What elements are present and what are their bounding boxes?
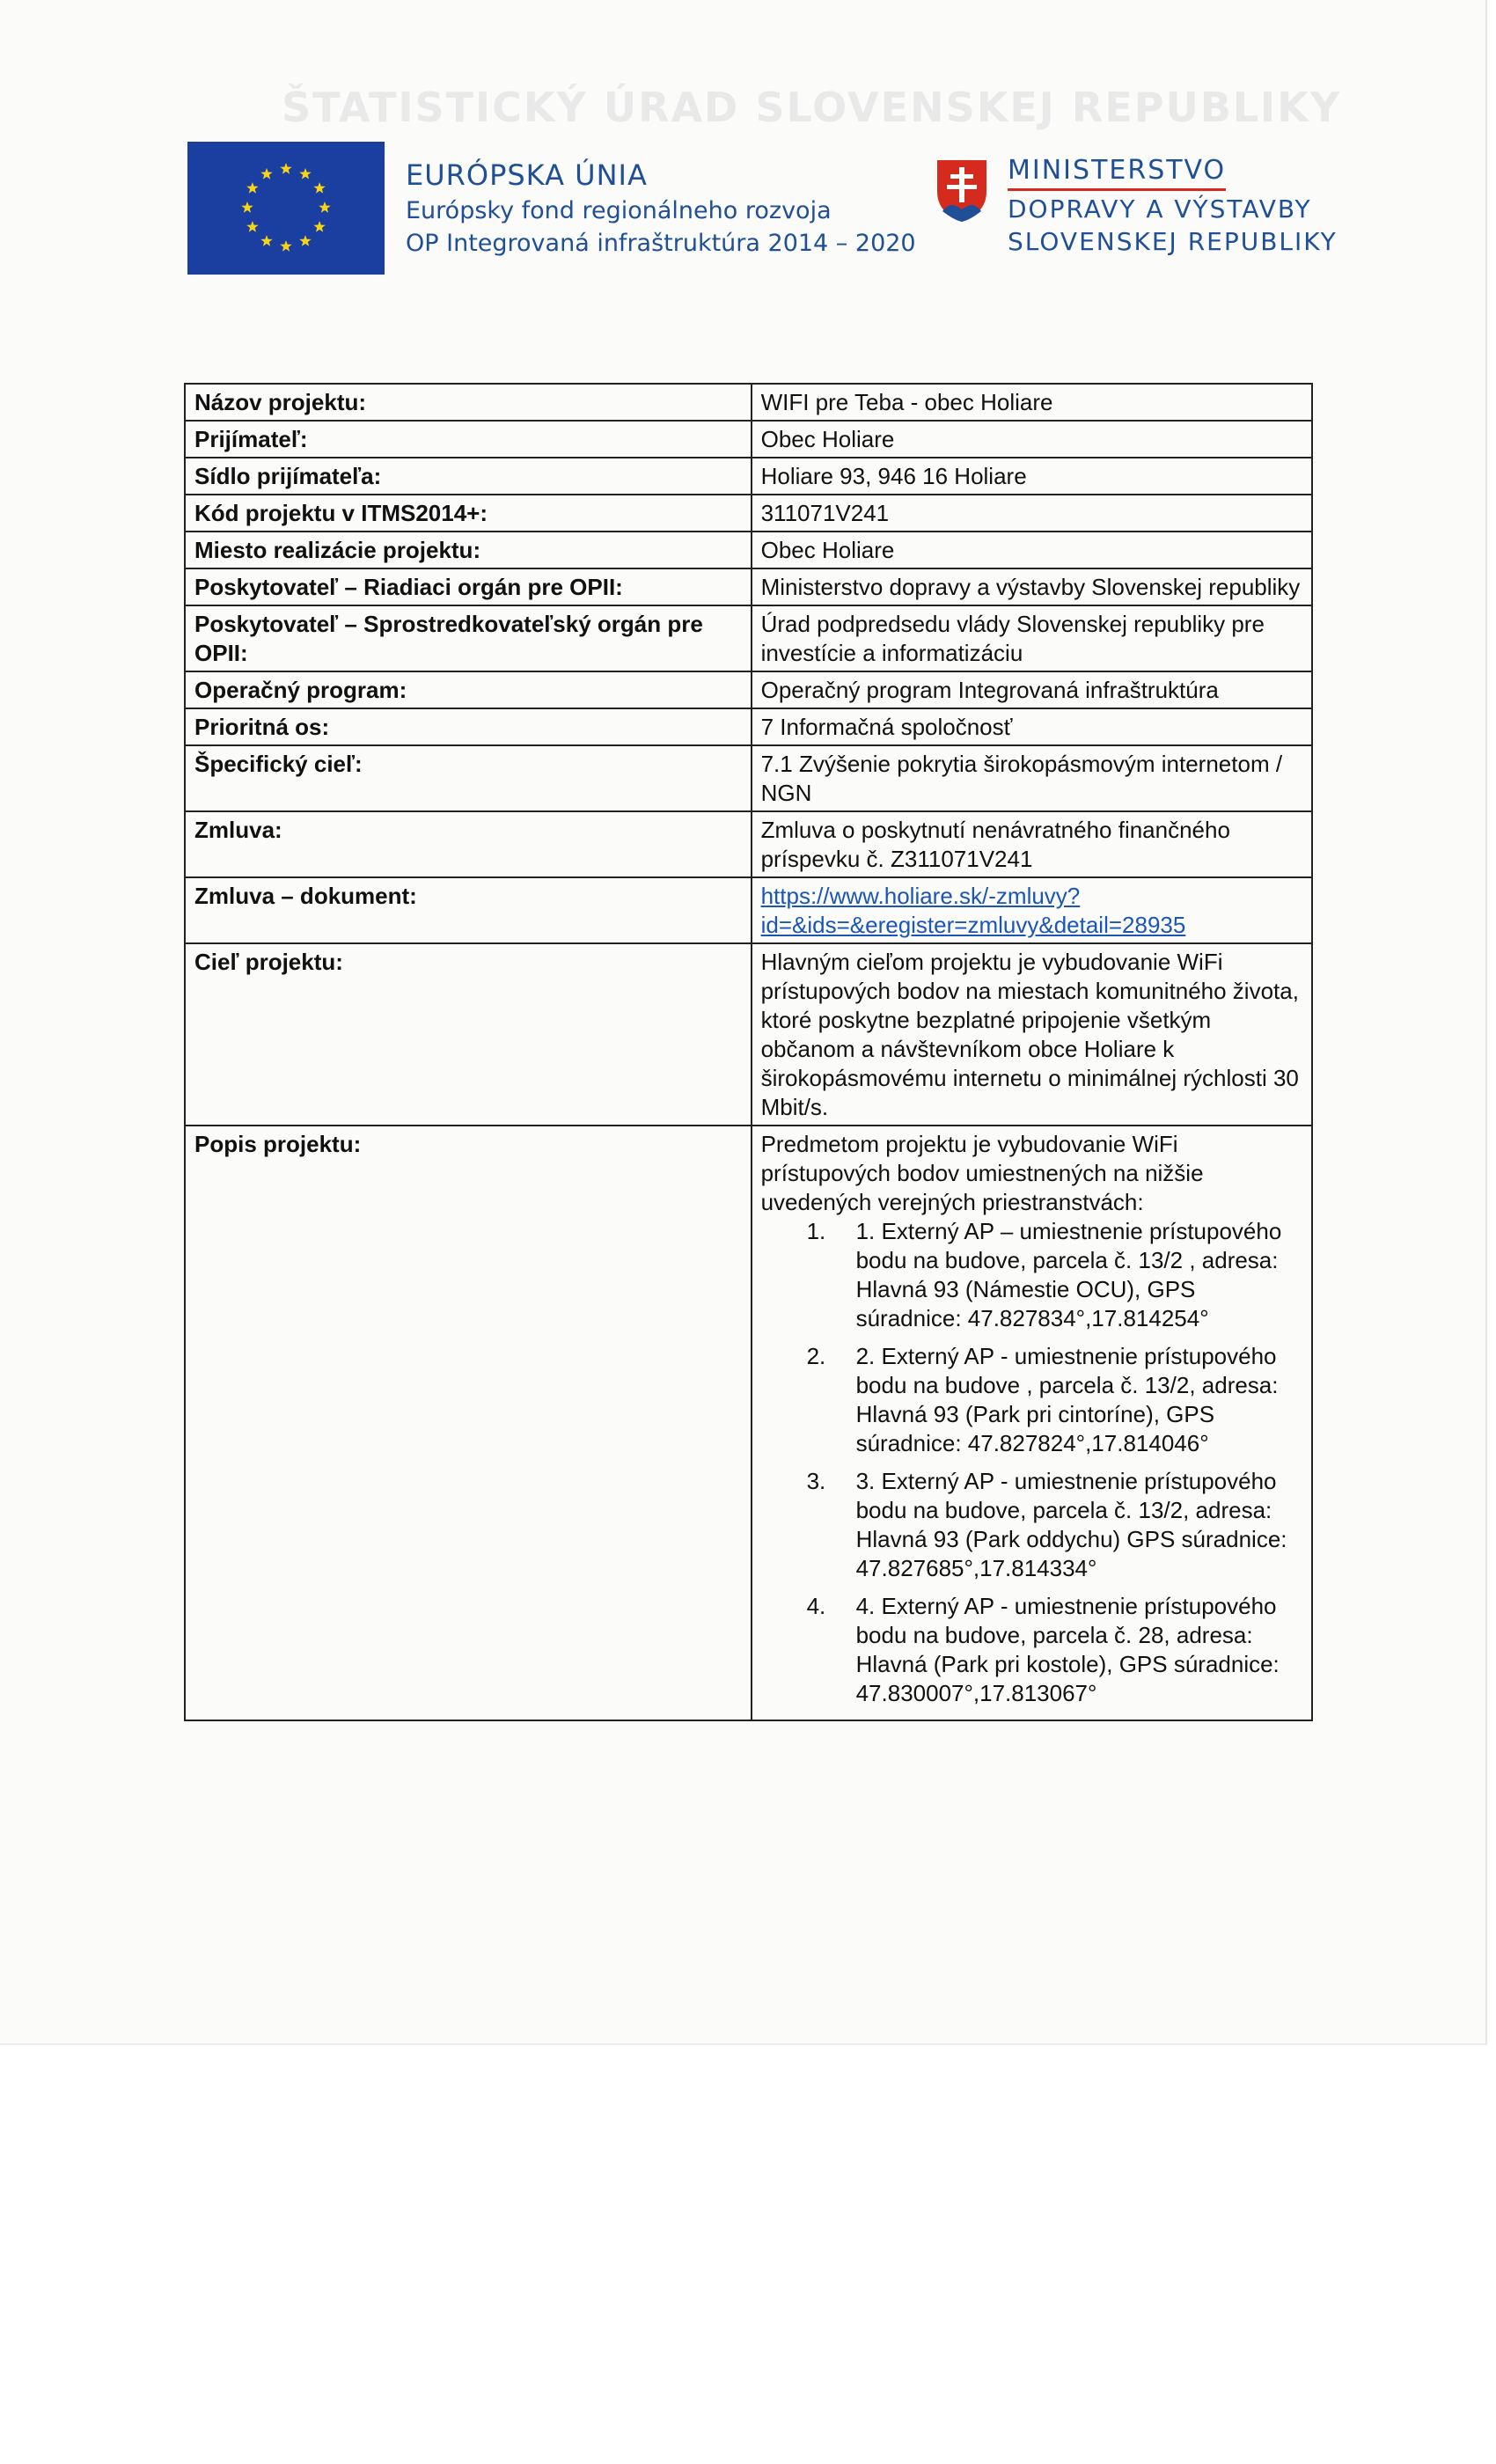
ministry-line-1: DOPRAVY A VÝSTAVBY (1008, 194, 1312, 224)
row-label: Sídlo prijímateľa: (185, 458, 752, 495)
row-value: 7.1 Zvýšenie pokrytia širokopásmovým internetom / NGN (752, 745, 1312, 811)
table-row (185, 671, 1312, 708)
table-row (185, 745, 1312, 811)
table-row (185, 384, 1312, 421)
row-label: Prioritná os: (185, 708, 752, 745)
row-value: Obec Holiare (752, 421, 1312, 458)
row-label: Zmluva: (185, 811, 752, 877)
eu-star-icon (299, 235, 311, 246)
row-value (752, 1126, 1312, 1720)
row-label: Kód projektu v ITMS2014+: (185, 495, 752, 532)
row-value: Holiare 93, 946 16 Holiare (752, 458, 1312, 495)
eu-programme-name: OP Integrovaná infraštruktúra 2014 – 2020 (406, 230, 916, 257)
ministry-emblem-icon (935, 158, 988, 224)
row-value: Úrad podpredsedu vlády Slovenskej republiky pre investície a informatizáciu (752, 605, 1312, 671)
list-item-number: 3. (806, 1468, 826, 1494)
table-row (185, 568, 1312, 605)
row-label: Cieľ projektu: (185, 943, 752, 1126)
row-value: Hlavným cieľom projektu je vybudovanie WiFi prístupových bodov na miestach komunitného života, ktoré poskytne bezplatné pripojenie všetkým občanom a návštevníkom obce Holiare k širokopásmovému internetu o minimálnej rýchlosti 30 Mbit/s. (752, 943, 1312, 1126)
contract-document-link[interactable]: https://www.holiare.sk/-zmluvy?id=&ids=&eregister=zmluvy&detail=28935 (760, 883, 1186, 938)
table-row (185, 605, 1312, 671)
table-row (185, 1126, 1312, 1720)
eu-title: EURÓPSKA ÚNIA (406, 158, 648, 192)
list-item-number: 2. (806, 1343, 826, 1369)
list-item (761, 1217, 1302, 1333)
eu-star-icon (280, 163, 291, 174)
row-value: 7 Informačná spoločnosť (752, 708, 1312, 745)
ministry-title: MINISTERSTVO (1008, 155, 1226, 191)
row-label: Zmluva – dokument: (185, 877, 752, 943)
row-label: Miesto realizácie projektu: (185, 532, 752, 568)
row-value: Ministerstvo dopravy a výstavby Slovenskej republiky (752, 568, 1312, 605)
row-label: Poskytovateľ – Riadiaci orgán pre OPII: (185, 568, 752, 605)
list-item (761, 1592, 1302, 1708)
project-info-table (184, 383, 1313, 1721)
list-item-number: 4. (806, 1593, 826, 1619)
list-item-text: 1. Externý AP – umiestnenie prístupového bodu na budove, parcela č. 13/2 , adresa: Hlavná 93 (Námestie OCU), GPS súradnice: 47.827834°,17.814254° (855, 1218, 1282, 1331)
list-item-text: 2. Externý AP - umiestnenie prístupového bodu na budove , parcela č. 13/2, adresa: Hlavná 93 (Park pri cintoríne), GPS súradnice: 47.827824°,17.814046° (855, 1343, 1279, 1456)
table-row (185, 458, 1312, 495)
project-description-intro: Predmetom projektu je vybudovanie WiFi prístupových bodov umiestnených na nižšie uvedených verejných priestranstvách: (760, 1131, 1204, 1215)
eu-star-icon (260, 235, 272, 246)
row-value: Obec Holiare (752, 532, 1312, 568)
eu-star-icon (241, 202, 253, 213)
row-label: Názov projektu: (185, 384, 752, 421)
table-row (185, 877, 1312, 943)
eu-star-icon (280, 240, 291, 252)
list-item (761, 1467, 1302, 1583)
eu-star-icon (246, 182, 258, 194)
eu-star-icon (313, 221, 325, 232)
row-value: Operačný program Integrovaná infraštruktúra (752, 671, 1312, 708)
access-point-list (761, 1217, 1302, 1708)
table-row (185, 532, 1312, 568)
row-value: Zmluva o poskytnutí nenávratného finančného príspevku č. Z311071V241 (752, 811, 1312, 877)
ministry-header (1008, 155, 1338, 256)
eu-star-icon (313, 182, 325, 194)
table-row (185, 811, 1312, 877)
bleed-through-text: ŠTATISTICKÝ ÚRAD SLOVENSKEJ REPUBLIKY (282, 84, 1342, 131)
table-row (185, 943, 1312, 1126)
eu-fund-name: Európsky fond regionálneho rozvoja (406, 197, 832, 224)
row-value: 311071V241 (752, 495, 1312, 532)
row-value: WIFI pre Teba - obec Holiare (752, 384, 1312, 421)
list-item-text: 3. Externý AP - umiestnenie prístupového bodu na budove, parcela č. 13/2, adresa: Hlavná 93 (Park oddychu) GPS súradnice: 47.827685°,17.814334° (855, 1468, 1287, 1581)
row-label: Popis projektu: (185, 1126, 752, 1720)
ministry-line-2: SLOVENSKEJ REPUBLIKY (1008, 227, 1338, 256)
list-item (761, 1342, 1302, 1458)
eu-star-icon (246, 221, 258, 232)
eu-flag-logo (187, 142, 385, 275)
table-row (185, 421, 1312, 458)
list-item-number: 1. (806, 1218, 826, 1244)
eu-header (406, 158, 916, 257)
table-row (185, 708, 1312, 745)
row-label: Operačný program: (185, 671, 752, 708)
eu-star-icon (299, 168, 311, 180)
list-item-text: 4. Externý AP - umiestnenie prístupového bodu na budove, parcela č. 28, adresa: Hlavná (Park pri kostole), GPS súradnice: 47.830007°,17.813067° (855, 1593, 1280, 1706)
eu-star-icon (319, 202, 330, 213)
table-row (185, 495, 1312, 532)
row-label: Poskytovateľ – Sprostredkovateľský orgán pre OPII: (185, 605, 752, 671)
eu-star-icon (260, 168, 272, 180)
row-value (752, 877, 1312, 943)
row-label: Prijímateľ: (185, 421, 752, 458)
row-label: Špecifický cieľ: (185, 745, 752, 811)
